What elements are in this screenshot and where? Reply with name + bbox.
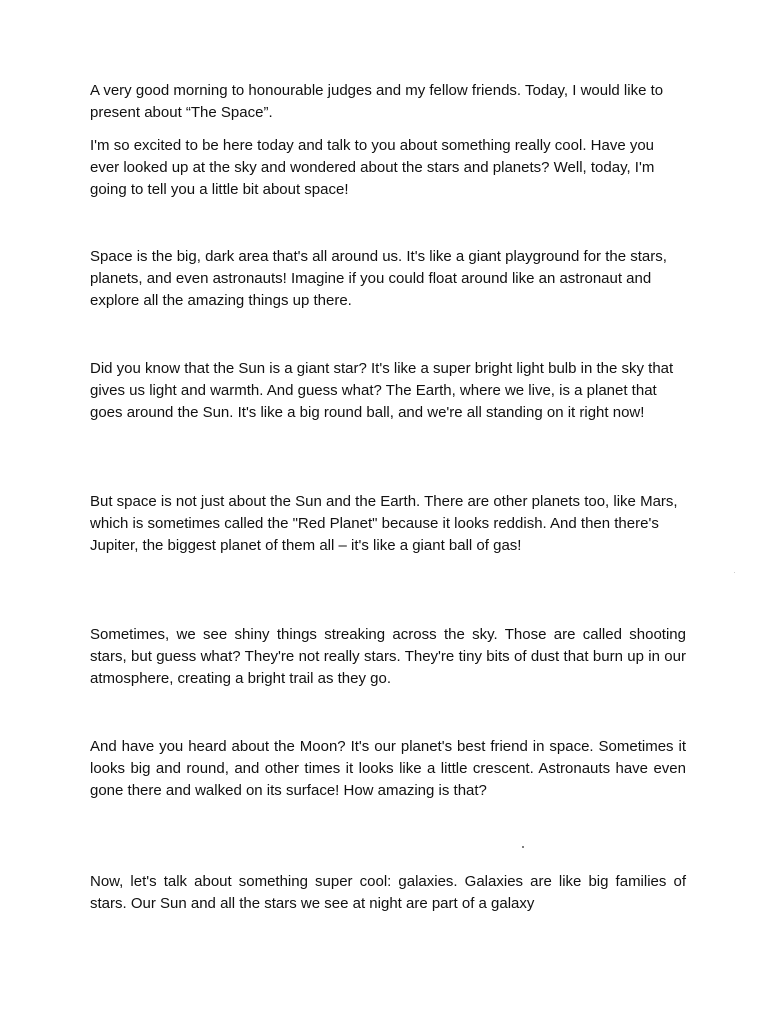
scan-speck bbox=[522, 846, 524, 848]
paragraph-space: Space is the big, dark area that's all around us. It's like a giant playground for the stars, planets, and even astronauts! Imagine if you could float around like an astronaut and explore all the amazing things up there. bbox=[90, 248, 667, 309]
scan-speck bbox=[734, 572, 735, 573]
paragraph-moon: And have you heard about the Moon? It's our planet's best friend in space. Sometimes it looks big and round, and other times it looks like a little crescent. Astronauts have even gone there and walked on its surface! How amazing is that? bbox=[90, 738, 686, 799]
paragraph-galaxies: Now, let's talk about something super cool: galaxies. Galaxies are like big families of stars. Our Sun and all the stars we see at night are part of a galaxy bbox=[90, 873, 686, 912]
paragraph-sun-earth: Did you know that the Sun is a giant star? It's like a super bright light bulb in the sky that gives us light and warmth. And guess what? The Earth, where we live, is a planet that goes around the Sun. It's like a big round ball, and we're all standing on it right now! bbox=[90, 360, 674, 421]
paragraph-greeting: A very good morning to honourable judges and my fellow friends. Today, I would like to present about “The Space”. bbox=[90, 82, 664, 121]
paragraph-shooting-stars: Sometimes, we see shiny things streaking across the sky. Those are called shooting stars, but guess what? They're not really stars. They're tiny bits of dust that burn up in our atmosphere, creating a bright trail as they go. bbox=[90, 626, 686, 687]
paragraph-intro: I'm so excited to be here today and talk to you about something really cool. Have you ever looked up at the sky and wondered about the stars and planets? Well, today, I'm going to tell you a little bit about space! bbox=[90, 137, 655, 198]
paragraph-planets: But space is not just about the Sun and the Earth. There are other planets too, like Mars, which is sometimes called the "Red Planet" because it looks reddish. And then there's Jupiter, the biggest planet of them all – it's like a giant ball of gas! bbox=[90, 493, 678, 554]
